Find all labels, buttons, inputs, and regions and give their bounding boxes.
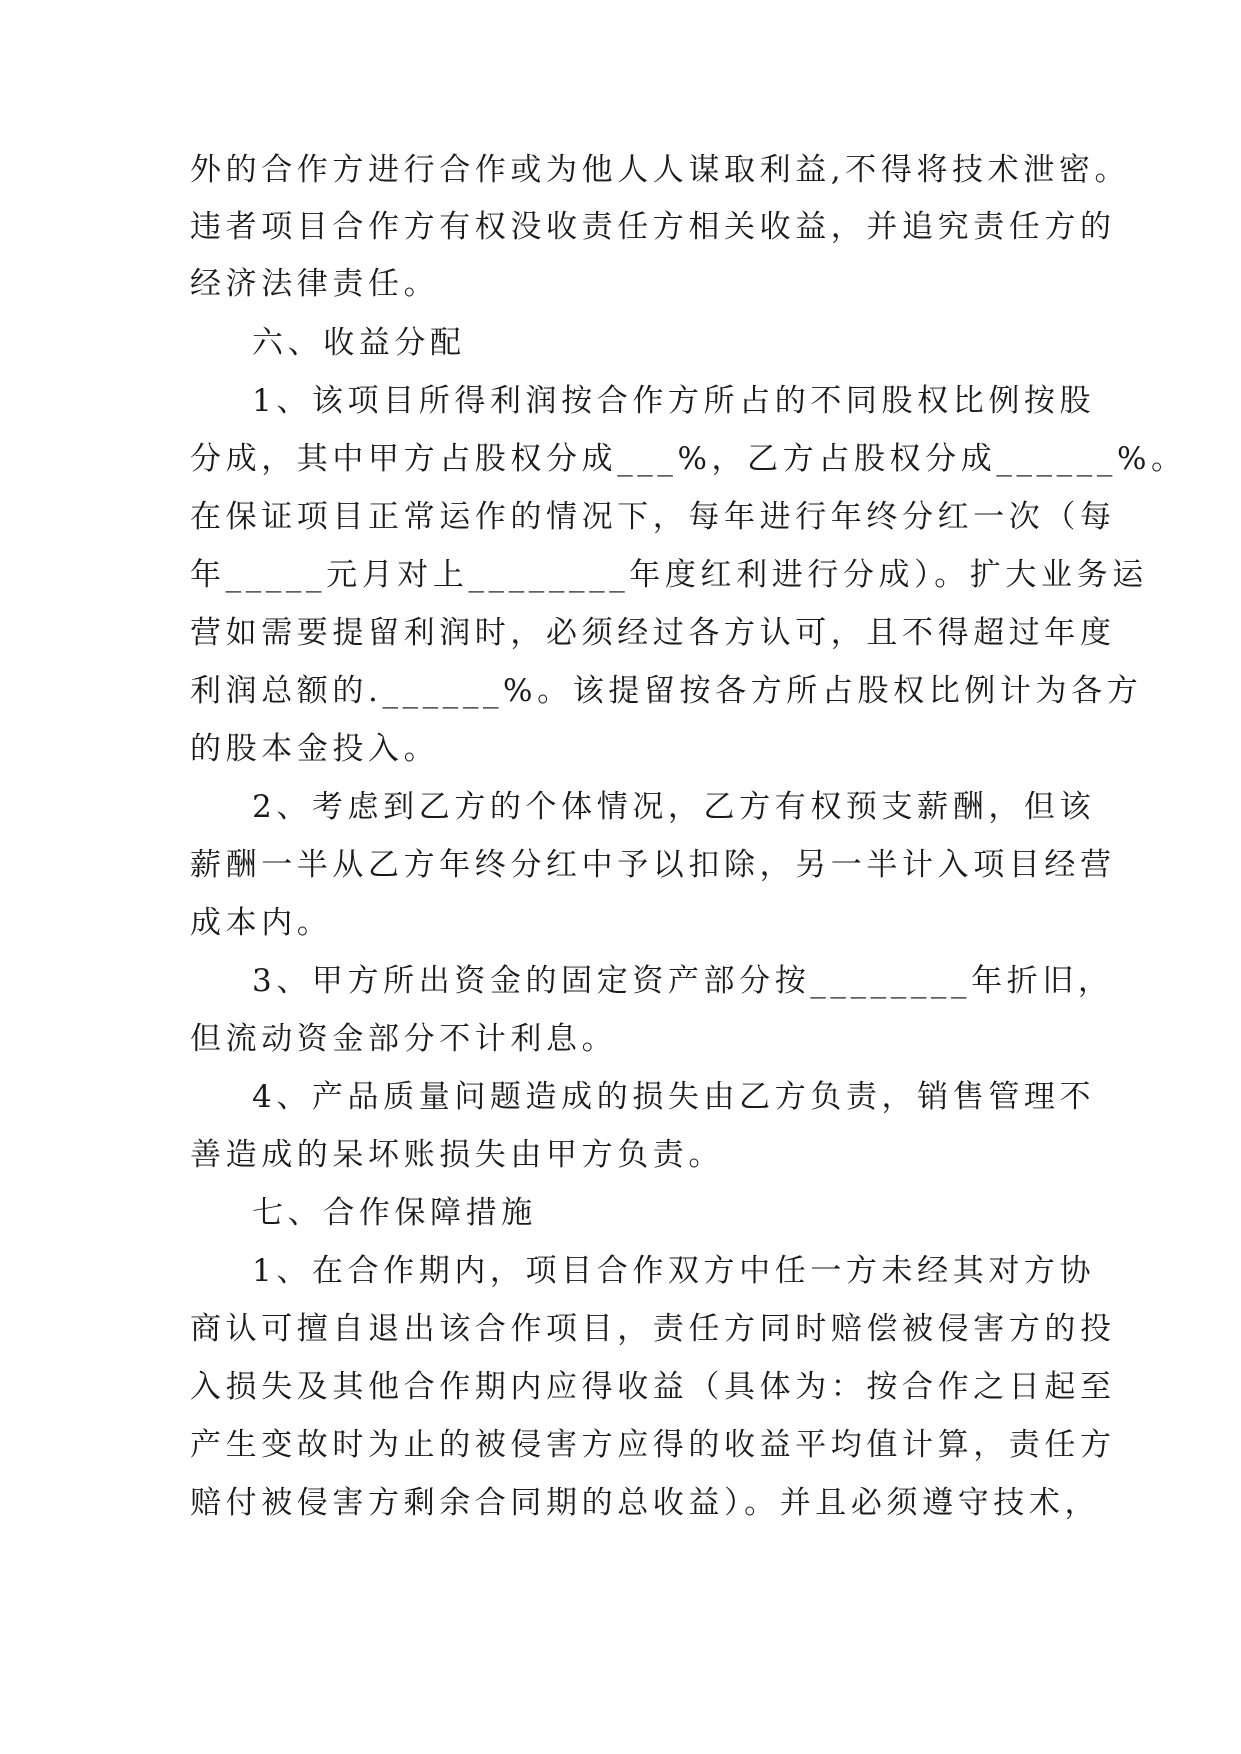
text-line: 善造成的呆坏账损失由甲方负责。 xyxy=(190,1137,724,1173)
section-heading: 七、合作保障措施 xyxy=(252,1195,537,1231)
text-line: 薪酬一半从乙方年终分红中予以扣除，另一半计入项目经营 xyxy=(190,847,1116,883)
text-line: 3、甲方所出资金的固定资产部分按________年折旧， xyxy=(252,963,1114,999)
text-line: 1、该项目所得利润按合作方所占的不同股权比例按股 xyxy=(252,383,1096,419)
text-line: 4、产品质量问题造成的损失由乙方负责，销售管理不 xyxy=(252,1079,1096,1115)
text-line: 产生变故时为止的被侵害方应得的收益平均值计算，责任方 xyxy=(190,1427,1116,1463)
text-line: 但流动资金部分不计利息。 xyxy=(190,1021,618,1057)
text-line: 成本内。 xyxy=(190,905,333,941)
text-line: 的股本金投入。 xyxy=(190,731,440,767)
text-line: 分成，其中甲方占股权分成___%，乙方占股权分成______%。 xyxy=(190,441,1187,477)
text-line: 利润总额的.______%。该提留按各方所占股权比例计为各方 xyxy=(190,673,1143,709)
text-line: 外的合作方进行合作或为他人人谋取利益,不得将技术泄密。 xyxy=(190,152,1131,188)
text-line: 入损失及其他合作期内应得收益（具体为：按合作之日起至 xyxy=(190,1369,1116,1405)
text-line: 违者项目合作方有权没收责任方相关收益，并追究责任方的 xyxy=(190,209,1116,245)
text-line: 营如需要提留利润时，必须经过各方认可，且不得超过年度 xyxy=(190,615,1116,651)
section-heading: 六、收益分配 xyxy=(252,325,466,361)
text-line: 1、在合作期内，项目合作双方中任一方未经其对方协 xyxy=(252,1253,1096,1289)
text-line: 赔付被侵害方剩余合同期的总收益）。并且必须遵守技术， xyxy=(190,1485,1101,1521)
text-line: 2、考虑到乙方的个体情况，乙方有权预支薪酬，但该 xyxy=(252,789,1096,825)
text-line: 商认可擅自退出该合作项目，责任方同时赔偿被侵害方的投 xyxy=(190,1311,1116,1347)
text-line: 年_____元月对上________年度红利进行分成）。扩大业务运 xyxy=(190,557,1148,593)
text-line: 经济法律责任。 xyxy=(190,266,440,302)
text-line: 在保证项目正常运作的情况下，每年进行年终分红一次（每 xyxy=(190,499,1116,535)
